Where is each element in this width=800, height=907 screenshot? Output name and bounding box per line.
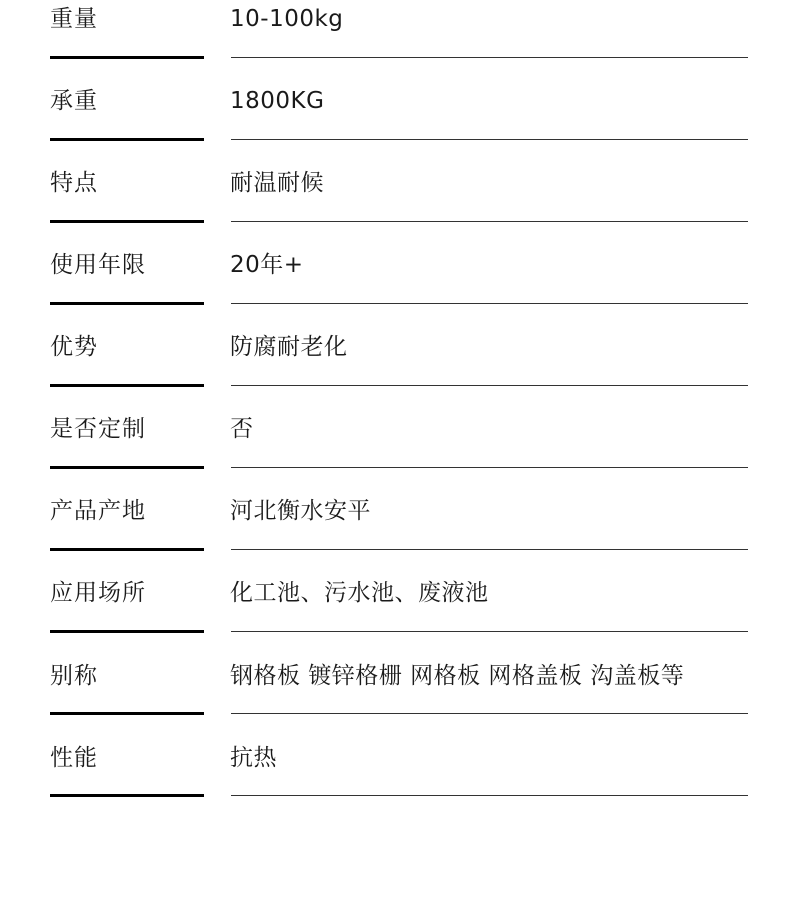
spec-row-load (0, 87, 800, 169)
spec-row-weight (0, 5, 800, 87)
spec-row-performance (0, 744, 800, 826)
spec-value: 钢格板 镀锌格栅 网格板 网格盖板 沟盖板等 (230, 663, 685, 689)
value-divider (231, 631, 748, 632)
label-divider (50, 794, 204, 797)
spec-label: 优势 (50, 334, 98, 360)
spec-row-customizable (0, 415, 800, 497)
label-divider (50, 138, 204, 141)
spec-label: 重量 (50, 6, 98, 32)
label-divider (50, 56, 204, 59)
spec-row-aliases (0, 662, 800, 744)
value-divider (231, 303, 748, 304)
value-divider (231, 549, 748, 550)
spec-label: 特点 (50, 170, 98, 196)
label-divider (50, 548, 204, 551)
spec-row-features (0, 169, 800, 251)
value-divider (231, 139, 748, 140)
label-divider (50, 466, 204, 469)
label-divider (50, 220, 204, 223)
label-divider (50, 302, 204, 305)
label-divider (50, 630, 204, 633)
label-divider (50, 384, 204, 387)
spec-label: 性能 (50, 745, 98, 771)
spec-value: 耐温耐候 (230, 170, 324, 196)
spec-row-advantage (0, 333, 800, 415)
spec-row-origin (0, 497, 800, 579)
spec-row-application (0, 579, 800, 661)
spec-value: 1800KG (230, 88, 325, 114)
spec-label: 是否定制 (50, 416, 146, 442)
spec-label: 产品产地 (50, 498, 146, 524)
spec-value: 20年+ (230, 252, 304, 278)
value-divider (231, 221, 748, 222)
value-divider (231, 467, 748, 468)
label-divider (50, 712, 204, 715)
spec-value: 化工池、污水池、废液池 (230, 580, 489, 606)
spec-label: 承重 (50, 88, 98, 114)
value-divider (231, 713, 748, 714)
spec-value: 抗热 (230, 745, 277, 771)
spec-value: 10-100kg (230, 6, 344, 32)
spec-row-lifespan (0, 251, 800, 333)
value-divider (231, 795, 748, 796)
value-divider (231, 57, 748, 58)
spec-label: 使用年限 (50, 252, 146, 278)
spec-label: 应用场所 (50, 580, 146, 606)
spec-value: 河北衡水安平 (230, 498, 371, 524)
spec-value: 防腐耐老化 (230, 334, 348, 360)
spec-value: 否 (230, 416, 254, 442)
value-divider (231, 385, 748, 386)
spec-label: 别称 (50, 663, 98, 689)
